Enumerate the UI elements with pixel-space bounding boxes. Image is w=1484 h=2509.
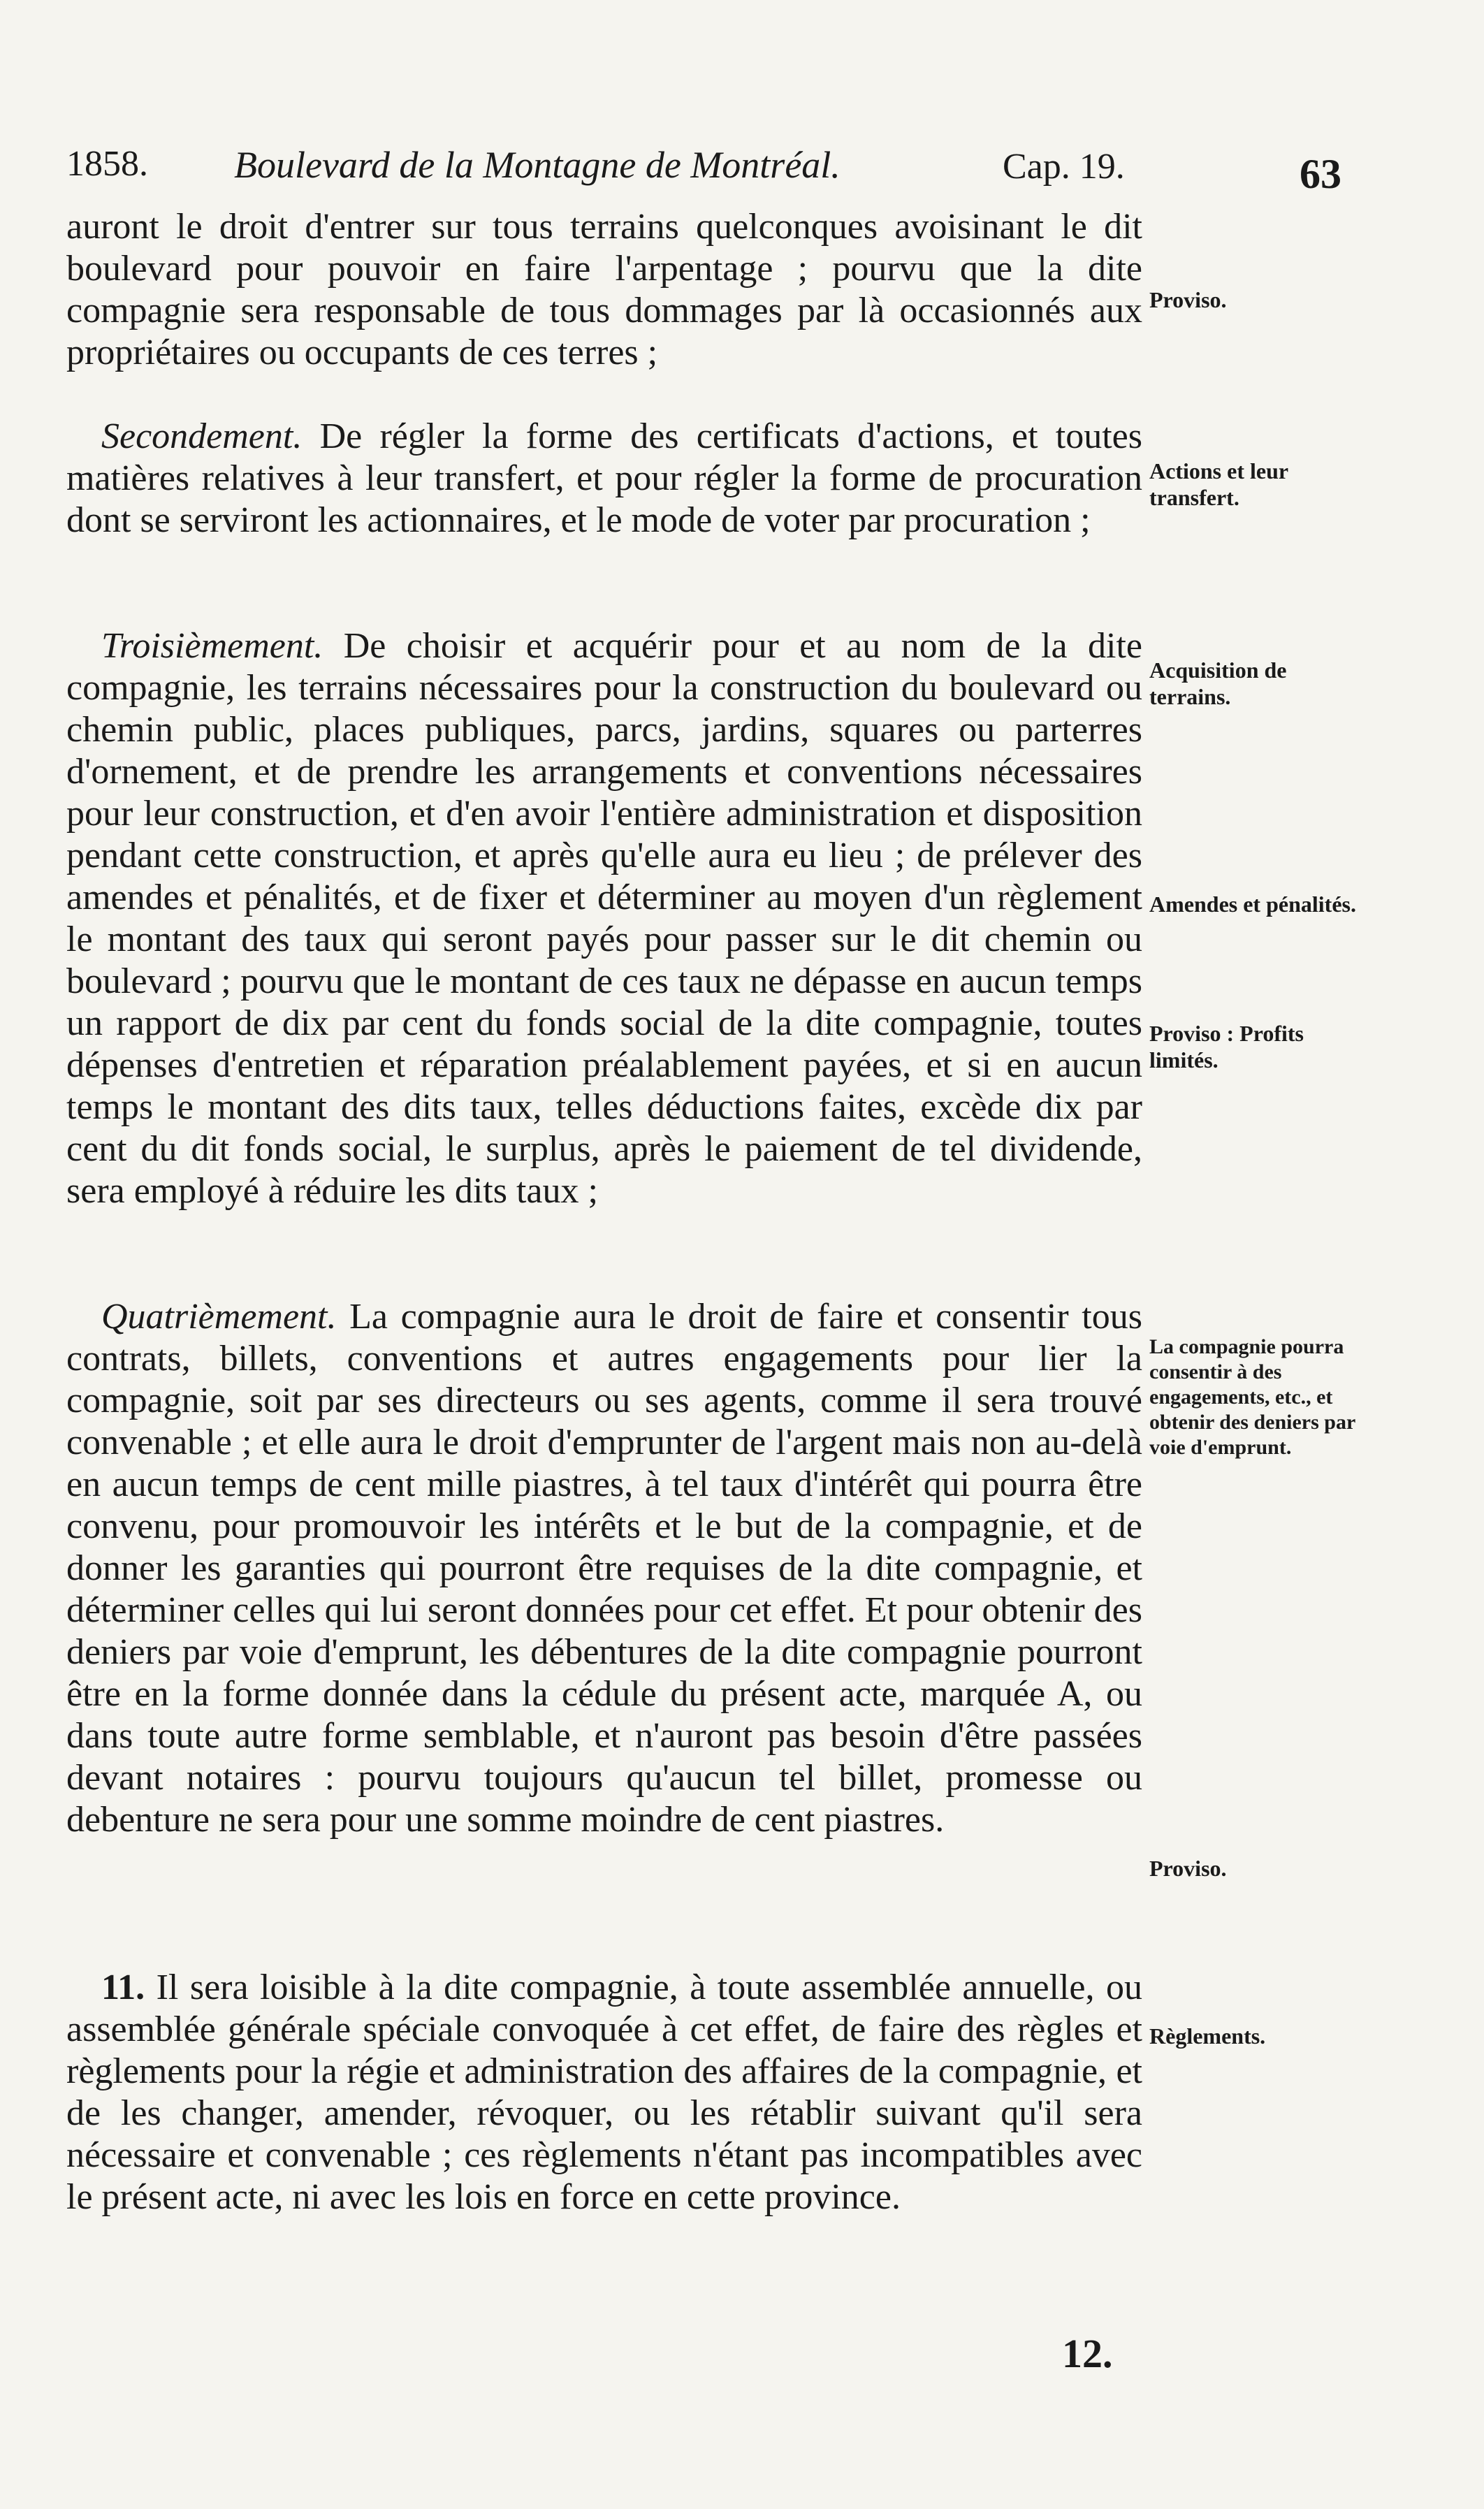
paragraph-quatriemement [66,1296,1142,1841]
section-number: 11. [101,1968,145,2007]
margin-note-proviso-2: Proviso. [1149,1856,1227,1881]
running-header [66,143,1408,206]
header-year: 1858. [66,144,148,184]
paragraph-troisiemement [66,625,1142,1212]
margin-note-actions: Actions et leur transfert. [1149,458,1288,510]
header-chapter: Cap. 19. [1003,147,1125,187]
paragraph-lead: Quatrièmement. [101,1297,337,1337]
paragraph-text: De choisir et acquérir pour et au nom de la dite compagnie, les terrains nécessaires pour la construction du boulevard ou chemin public, places publiques, parcs, jardins, squares ou parterres d'ornement, et de prendre les arrangements et conventions nécessaires pour leur construction, et d'en avoir l'entière administration et disposition pendant cette construction, et après qu'elle aura eu lieu ; de prélever des amendes et pénalités, et de fixer et déterminer au moyen d'un règlement le montant des taux qui seront payés pour passer sur le dit chemin ou boulevard ; pourvu que le montant de ces taux ne dépasse en aucun temps un rapport de dix par cent du fonds social de la dite compagnie, toutes dépenses d'entretien et réparation préalablement payées, et si en aucun temps le montant des dits taux, telles déductions faites, excède dix par cent du dit fonds social, le surplus, après le paiement de tel dividende, sera employé à réduire les dits taux ; [66,626,1142,1211]
paragraph-text: auront le droit d'entrer sur tous terrains quelconques avoisinant le dit boulevard pour pouvoir en faire l'arpentage ; pourvu que la dite compagnie sera responsable de tous dommages par là occasionnés aux propriétaires ou occupants de ces terres ; [66,207,1142,372]
section-11 [66,1967,1142,2218]
paragraph-text: La compagnie aura le droit de faire et consentir tous contrats, billets, conventions et autres engagements pour lier la compagnie, soit par ses directeurs ou ses agents, comme il sera trouvé convenable ; et elle aura le droit d'emprunter de l'argent mais non au-delà en aucun temps de cent mille piastres, à tel taux d'intérêt qui pourra être convenu, pour promouvoir les intérêts et le but de la compagnie, et de donner les garanties qui pourront être requises de la dite compagnie, et déterminer celles qui lui seront données pour cet effet. Et pour obtenir des deniers par voie d'emprunt, les débentures de la dite compagnie pourront être en la forme donnée dans la cédule du présent acte, marquée A, ou dans toute autre forme semblable, et n'auront pas besoin d'être passées devant notaires : pourvu toujours qu'aucun tel billet, promesse ou debenture ne sera pour une somme moindre de cent piastres. [66,1297,1142,1840]
paragraph-secondement [66,416,1142,541]
margin-note-acquisition: Acquisition de terrains. [1149,657,1287,709]
margin-note-profits: Proviso : Profits limités. [1149,1021,1304,1072]
margin-note-proviso: Proviso. [1149,287,1227,312]
margin-note-emprunt: La compagnie pourra consentir à des engagements, etc., et obtenir des deniers par voie d'emprunt. [1149,1335,1355,1459]
paragraph-continuation [66,206,1142,374]
header-title: Boulevard de la Montagne de Montréal. [234,144,841,186]
paragraph-lead: Troisièmement. [101,626,323,666]
margin-note-reglements: Règlements. [1149,2023,1266,2049]
catchword: 12. [1062,2331,1113,2376]
paragraph-lead: Secondement. [101,416,303,456]
paragraph-text: Il sera loisible à la dite compagnie, à toute assemblée annuelle, ou assemblée générale spéciale convoquée à cet effet, de faire des règles et règlements pour la régie et administration des affaires de la compagnie, et de les changer, amender, révoquer, ou les rétablir suivant qu'il sera nécessaire et convenable ; ces règlements n'étant pas incompatibles avec le présent acte, ni avec les lois en force en cette province. [66,1968,1142,2217]
margin-note-amendes: Amendes et pénalités. [1149,892,1356,917]
page-number: 63 [1300,151,1341,197]
paragraph-text: De régler la forme des certificats d'actions, et toutes matières relatives à leur transfert, et pour régler la forme de procuration dont se serviront les actionnaires, et le mode de voter par procuration ; [66,416,1142,540]
